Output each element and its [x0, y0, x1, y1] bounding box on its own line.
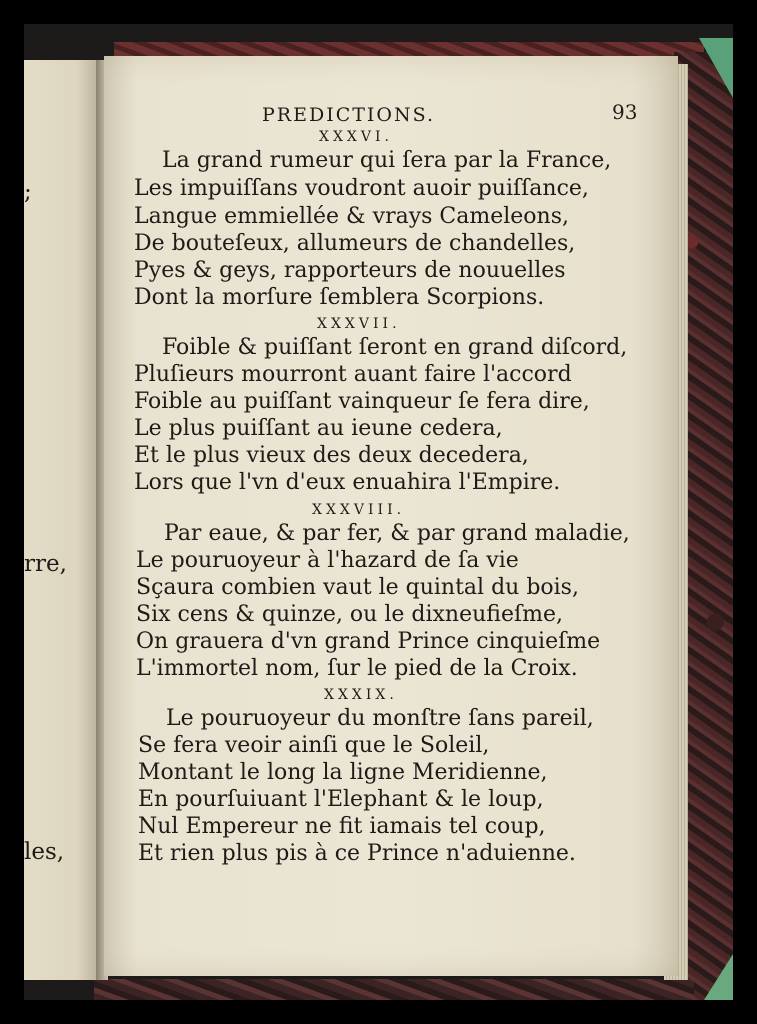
scan-frame: [24, 24, 733, 1000]
left-page-fragment: ;: [24, 179, 32, 205]
verse-line: Par eaue, & par fer, & par grand maladie,: [164, 521, 630, 546]
running-title: PREDICTIONS.: [262, 104, 435, 126]
verse-line: Lors que l'vn d'eux enuahira l'Empire.: [134, 470, 561, 495]
verse-line: La grand rumeur qui ſera par la France,: [162, 148, 612, 173]
verse-line: Montant le long la ligne Meridienne,: [138, 760, 548, 785]
left-page-fragment: rre,: [24, 551, 67, 577]
verse-line: Pluſieurs mourront auant faire l'accord: [134, 362, 572, 387]
verse-line: Foible au puiſſant vainqueur ſe fera dire,: [134, 389, 590, 414]
verse-line: Se fera veoir ainſi que le Soleil,: [138, 733, 490, 758]
verse-line: Pyes & geys, rapporteurs de nouuelles: [134, 258, 566, 283]
verse-line: Six cens & quinze, ou le dixneufieſme,: [136, 602, 563, 627]
verse-line: Le plus puiſſant au ieune cedera,: [134, 416, 503, 441]
stanza-numeral: XXXVIII.: [312, 502, 406, 518]
verse-line: Le pouruoyeur à l'hazard de ſa vie: [136, 548, 519, 573]
verse-line: On grauera d'vn grand Prince cinquieſme: [136, 629, 601, 654]
verse-line: Les impuiſſans voudront auoir puiſſance,: [134, 176, 589, 201]
stanza-numeral: XXXVI.: [319, 129, 393, 145]
left-page: [24, 60, 100, 980]
page-number: 93: [612, 100, 638, 124]
verse-line: Le pouruoyeur du monſtre ſans pareil,: [166, 706, 594, 731]
verse-line: L'immortel nom, ſur le pied de la Croix.: [136, 656, 578, 681]
verse-line: Langue emmiellée & vrays Cameleons,: [134, 204, 569, 229]
book-cover-bottom: [94, 979, 694, 1000]
left-page-fragment: les,: [24, 839, 65, 865]
verse-line: Sçaura combien vaut le quintal du bois,: [136, 575, 579, 600]
stanza-numeral: XXXIX.: [324, 687, 398, 703]
verse-line: Et rien plus pis à ce Prince n'aduienne.: [138, 841, 576, 866]
stanza-numeral: XXXVII.: [317, 316, 401, 332]
verse-line: En pourſuiuant l'Elephant & le loup,: [138, 787, 544, 812]
book-cover-top: [114, 42, 704, 56]
verse-line: Et le plus vieux des deux decedera,: [134, 443, 529, 468]
verse-line: De bouteſeux, allumeurs de chandelles,: [134, 231, 576, 256]
verse-line: Dont la morſure ſemblera Scorpions.: [134, 285, 545, 310]
verse-line: Nul Empereur ne fit iamais tel coup,: [138, 814, 546, 839]
verse-line: Foible & puiſſant ſeront en grand diſcord,: [162, 335, 628, 360]
